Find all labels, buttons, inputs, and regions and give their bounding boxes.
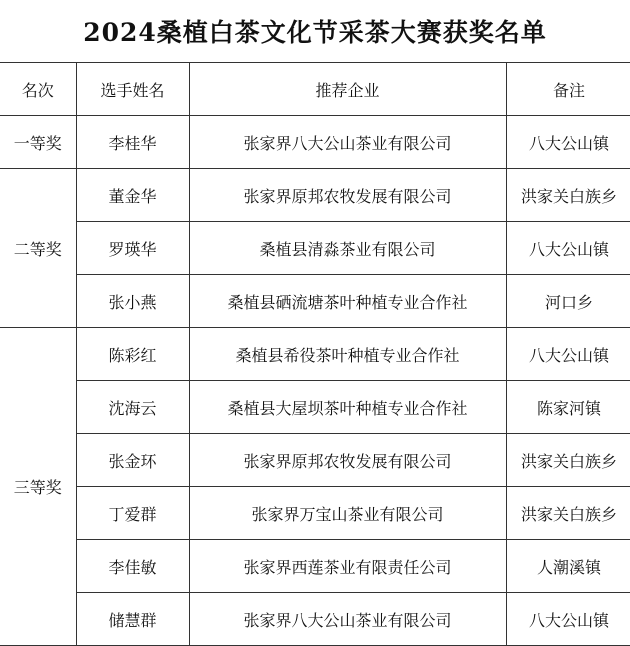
winner-note: 洪家关白族乡 (506, 434, 630, 487)
winner-note: 洪家关白族乡 (506, 487, 630, 540)
winner-note: 八大公山镇 (506, 328, 630, 381)
table-row (0, 275, 630, 328)
winner-company: 桑植县希役茶叶种植专业合作社 (189, 328, 506, 381)
awards-table (0, 62, 630, 646)
table-row (0, 381, 630, 434)
winner-name: 张金环 (76, 434, 189, 487)
header-rank: 名次 (0, 63, 76, 116)
header-note: 备注 (506, 63, 630, 116)
header-company: 推荐企业 (189, 63, 506, 116)
table-row (0, 328, 630, 381)
winner-name: 李桂华 (76, 116, 189, 169)
table-row (0, 487, 630, 540)
header-name: 选手姓名 (76, 63, 189, 116)
winner-name: 罗瑛华 (76, 222, 189, 275)
winner-note: 洪家关白族乡 (506, 169, 630, 222)
winner-name: 陈彩红 (76, 328, 189, 381)
winner-company: 张家界八大公山茶业有限公司 (189, 593, 506, 646)
table-row (0, 116, 630, 169)
winner-company: 张家界原邦农牧发展有限公司 (189, 169, 506, 222)
winner-company: 张家界西莲茶业有限责任公司 (189, 540, 506, 593)
winner-note: 八大公山镇 (506, 116, 630, 169)
winner-company: 桑植县硒流塘茶叶种植专业合作社 (189, 275, 506, 328)
winner-company: 张家界万宝山茶业有限公司 (189, 487, 506, 540)
winner-note: 八大公山镇 (506, 593, 630, 646)
winner-company: 桑植县清淼茶业有限公司 (189, 222, 506, 275)
winner-name: 沈海云 (76, 381, 189, 434)
winner-name: 李佳敏 (76, 540, 189, 593)
rank-cell-second: 二等奖 (0, 169, 76, 328)
table-row (0, 169, 630, 222)
rank-cell-first: 一等奖 (0, 116, 76, 169)
table-row (0, 434, 630, 487)
winner-company: 张家界八大公山茶业有限公司 (189, 116, 506, 169)
winner-note: 陈家河镇 (506, 381, 630, 434)
winner-company: 张家界原邦农牧发展有限公司 (189, 434, 506, 487)
table-body (0, 116, 630, 646)
winner-name: 丁爱群 (76, 487, 189, 540)
page-title: 2024桑植白茶文化节采茶大赛获奖名单 (83, 18, 547, 47)
header-row (0, 63, 630, 116)
rank-cell-third: 三等奖 (0, 328, 76, 646)
table-row (0, 222, 630, 275)
winner-note: 八大公山镇 (506, 222, 630, 275)
table-header (0, 63, 630, 116)
winner-note: 人潮溪镇 (506, 540, 630, 593)
winner-name: 张小燕 (76, 275, 189, 328)
winner-name: 储慧群 (76, 593, 189, 646)
winner-name: 董金华 (76, 169, 189, 222)
winner-company: 桑植县大屋坝茶叶种植专业合作社 (189, 381, 506, 434)
table-row (0, 540, 630, 593)
winner-note: 河口乡 (506, 275, 630, 328)
